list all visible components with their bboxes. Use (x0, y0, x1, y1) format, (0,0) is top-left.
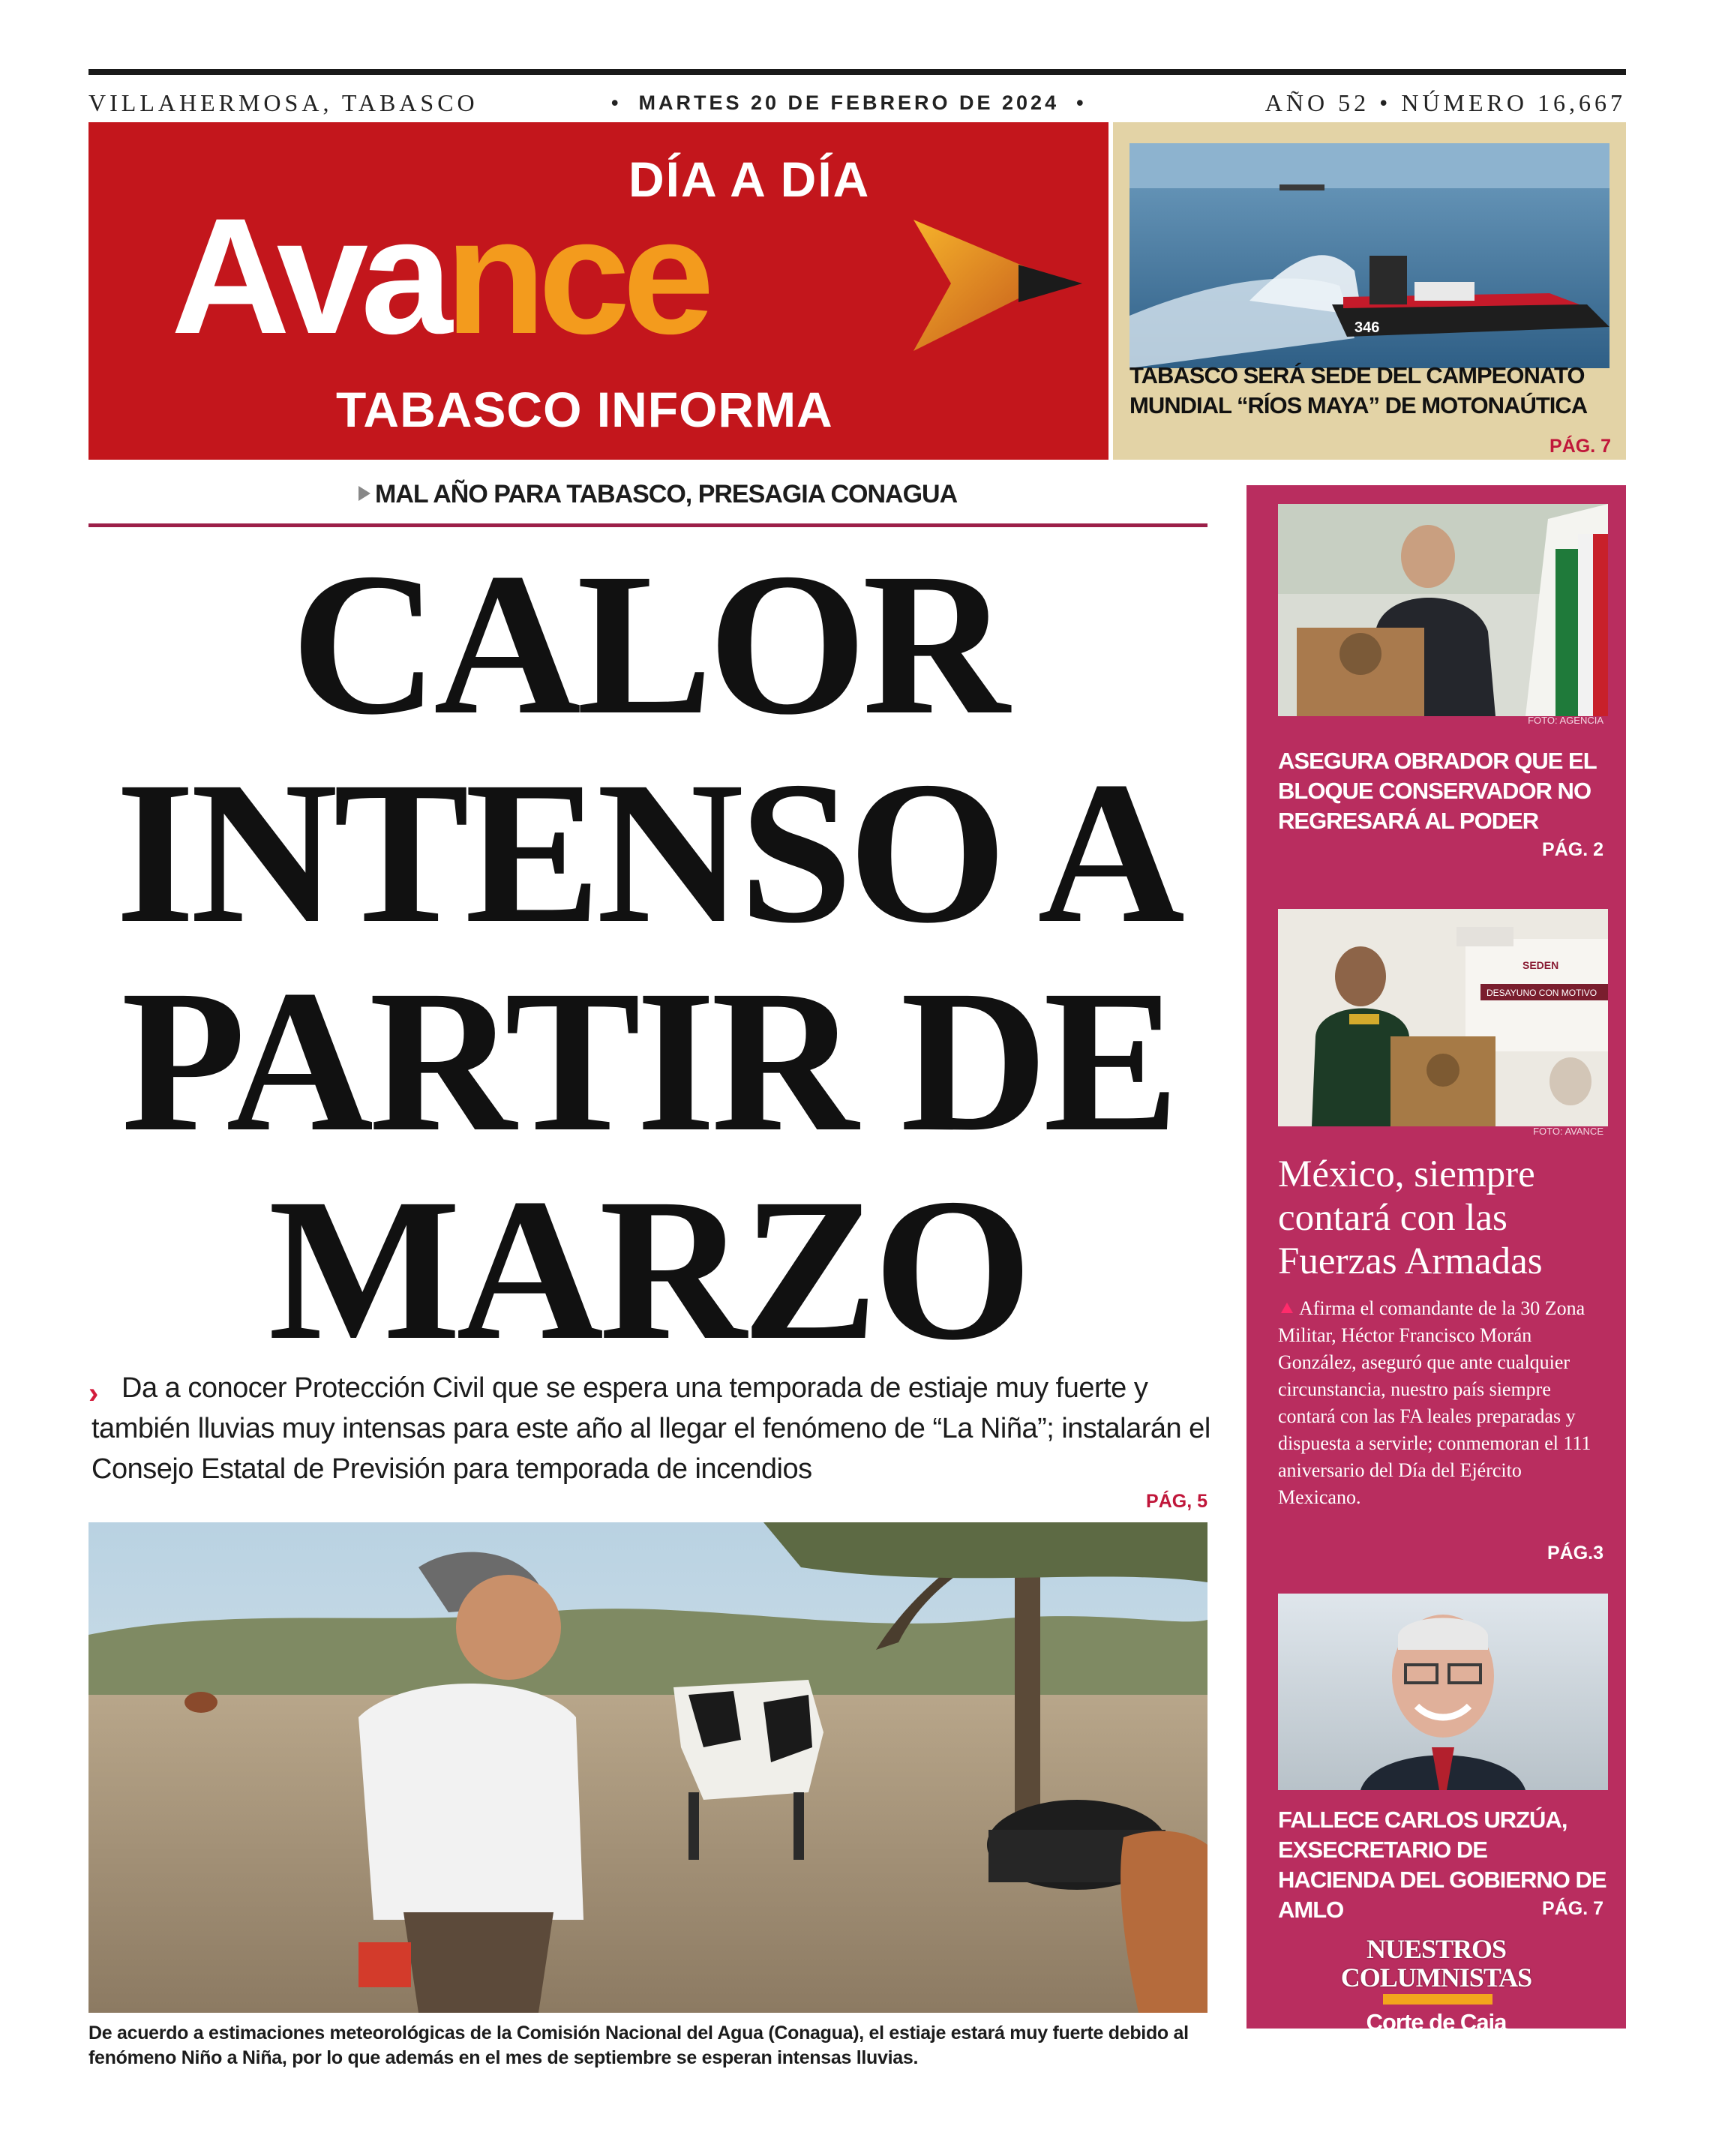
headline-line: CALOR (290, 531, 1006, 757)
main-story-page[interactable]: PÁG, 5 (1146, 1491, 1208, 1512)
headline-line: MARZO (268, 1156, 1028, 1382)
kicker-arrow-icon (358, 486, 370, 501)
drought-cattle-photo (88, 1522, 1208, 2013)
masthead-tagline-top: DÍA A DÍA (628, 151, 871, 207)
logo-part-orange: nce (445, 184, 707, 368)
masthead-tagline-bottom: TABASCO INFORMA (336, 382, 833, 437)
top-story-headline[interactable]: TABASCO SERÁ SEDE DEL CAMPEONATO MUNDIAL “RÍOS MAYA” DE MOTONAÚTICA (1130, 362, 1588, 418)
location-label: VILLAHERMOSA, TABASCO (88, 89, 478, 116)
issue-date: MARTES 20 DE FEBRERO DE 2024 (638, 91, 1060, 114)
story1-page[interactable]: PÁG. 2 (1542, 839, 1604, 860)
masthead[interactable] (88, 122, 1108, 460)
headline-line: PARTIR DE (121, 948, 1175, 1174)
columnists-bar (1383, 1994, 1492, 2005)
columnists-title-2: COLUMNISTAS (1340, 1963, 1532, 1993)
issue-number: AÑO 52 • NÚMERO 16,667 (1264, 89, 1626, 116)
story1-headline[interactable]: ASEGURA OBRADOR QUE EL BLOQUE CONSERVADOR NO REGRESARÁ AL PODER (1278, 748, 1597, 834)
photo-credit-agencia: FOTO: AGENCIA (1528, 715, 1604, 726)
main-headline[interactable] (88, 531, 1208, 1382)
column-name[interactable]: Corte de Caja (1366, 2009, 1507, 2035)
main-kicker: MAL AÑO PARA TABASCO, PRESAGIA CONAGUA (375, 480, 958, 508)
sidebar (1246, 485, 1626, 2053)
pencil-arrow-icon (906, 212, 1086, 362)
story3-headline[interactable]: FALLECE CARLOS URZÚA, EXSECRETARIO DE HACIENDA DEL GOBIERNO DE AMLO (1278, 1807, 1606, 1923)
column-byline: Por José Martínez (1369, 2036, 1504, 2053)
carlos-urzua-photo[interactable] (1278, 1594, 1608, 1790)
kicker-rule (88, 523, 1208, 527)
top-story[interactable] (1113, 122, 1626, 460)
powerboat-photo (1130, 143, 1610, 368)
president-podium-photo[interactable] (1278, 504, 1608, 716)
columnists-title-1: NUESTROS (1366, 1934, 1507, 1964)
banner-brand: SEDEN (1522, 959, 1559, 971)
avance-logo[interactable] (171, 184, 707, 368)
photo-credit-avance: FOTO: AVANCE (1533, 1126, 1604, 1137)
photo-caption: De acuerdo a estimaciones meteorológicas de la Comisión Nacional del Agua (Conagua), el estiaje estará muy fuerte debido al fenómeno Niño a Niña, por lo que además en el mes de septiembre se esperan intensas lluvias. (88, 2023, 1189, 2068)
story2-page[interactable]: PÁG.3 (1546, 1543, 1604, 1564)
logo-part-white: Ava (171, 184, 446, 368)
deck-marker-icon: › (88, 1377, 99, 1410)
story2-headline[interactable]: México, siempre contará con las Fuerzas Armadas (1278, 1153, 1543, 1282)
story2-body: Afirma el comandante de la 30 Zona Militar, Héctor Francisco Morán González, aseguró que ante cualquier circunstancia, nuestro país siempre contará con las FA leales preparadas y dispuesta a servirle; conmemoran el 111 aniversario del Día del Ejército Mexicano. (1278, 1297, 1592, 1508)
story3-page[interactable]: PÁG. 7 (1542, 1898, 1604, 1919)
date-bullet-right: • (1076, 91, 1087, 114)
main-deck: Da a conocer Protección Civil que se espera una temporada de estiaje muy fuerte y también lluvias muy intensas para este año al llegar el fenómeno de “La Niña”; instalarán el Consejo Estatal de Previsión para temporada de incendios (92, 1372, 1210, 1485)
date-bullet-left: • (611, 91, 622, 114)
boat-number: 346 (1354, 319, 1380, 336)
top-rule (88, 69, 1626, 75)
banner-text: DESAYUNO CON MOTIVO (1486, 988, 1598, 998)
military-commander-photo[interactable] (1278, 909, 1608, 1126)
top-story-page[interactable]: PÁG. 7 (1550, 436, 1611, 457)
date-line (611, 84, 1087, 121)
headline-line: INTENSO A (116, 739, 1180, 965)
